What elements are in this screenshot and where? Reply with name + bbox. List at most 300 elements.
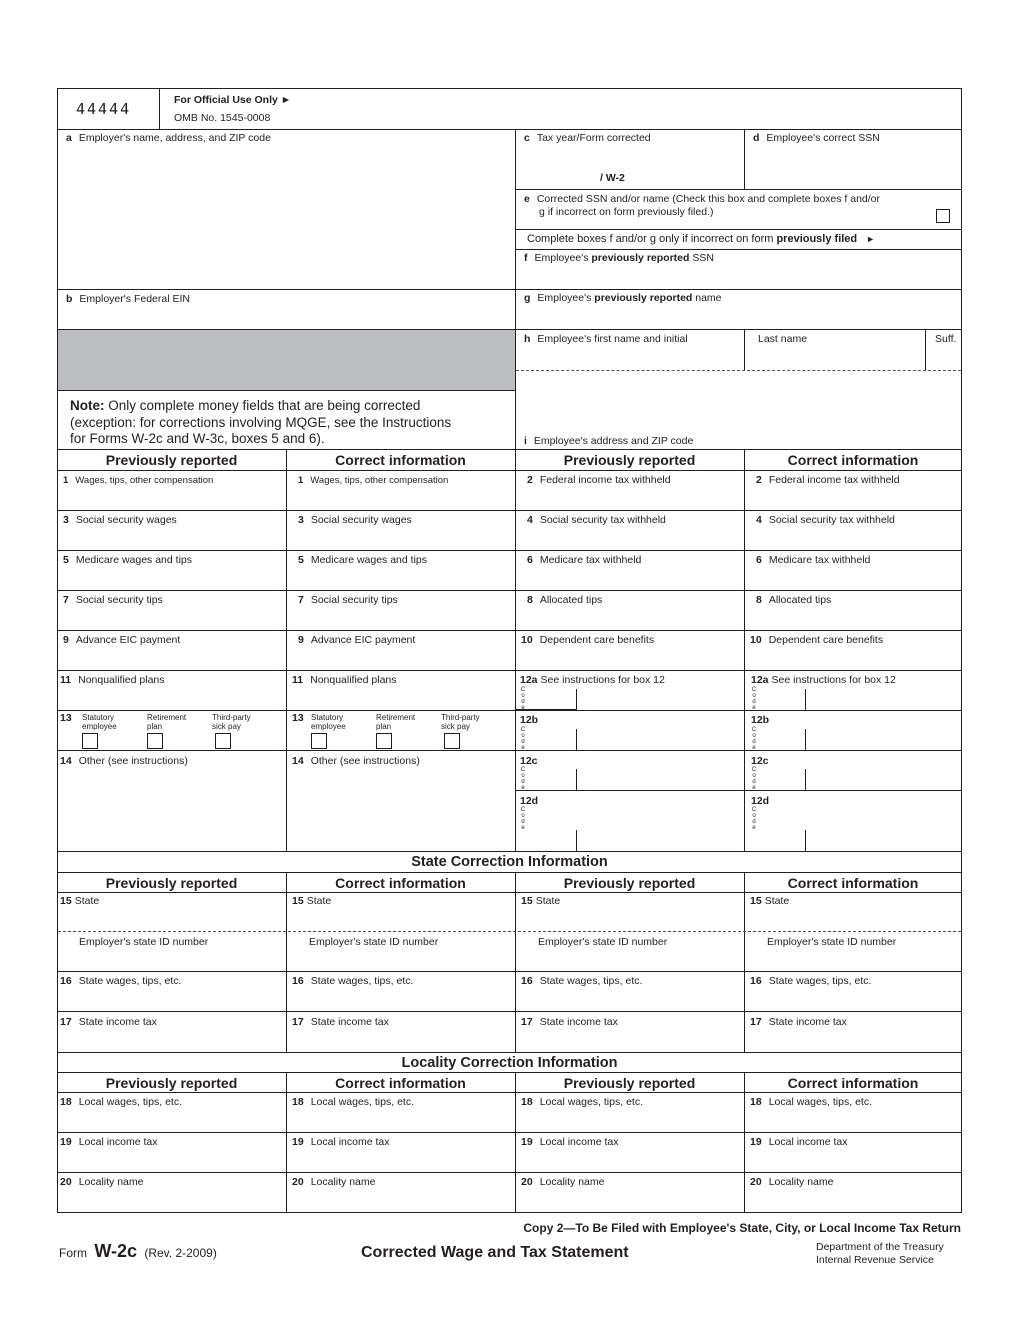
divider bbox=[57, 1172, 962, 1173]
divider bbox=[57, 1072, 962, 1073]
frame-left bbox=[57, 88, 58, 1213]
divider bbox=[57, 670, 962, 671]
code-label bbox=[751, 767, 757, 791]
retirement-text: Retirement bbox=[376, 713, 416, 722]
divider bbox=[57, 630, 962, 631]
box-9-corr bbox=[298, 634, 415, 647]
state-section-title: State Correction Information bbox=[411, 854, 608, 870]
box-label: Nonqualified plans bbox=[310, 674, 397, 686]
box-f-text-end: SSN bbox=[689, 252, 714, 264]
box-number: 5 bbox=[298, 554, 304, 566]
col-header-prev: Previously reported bbox=[105, 875, 238, 891]
box-c-form-slash: / W-2 bbox=[600, 172, 625, 184]
box-label: See instructions for box 12 bbox=[771, 674, 896, 686]
divider bbox=[744, 872, 745, 1053]
box-5-corr bbox=[298, 554, 427, 567]
code-label bbox=[751, 687, 757, 711]
divider bbox=[515, 289, 962, 290]
box-13-thirdparty-label bbox=[212, 713, 251, 731]
box-a-text: Employer's name, address, and ZIP code bbox=[78, 132, 271, 144]
divider bbox=[57, 329, 516, 330]
box-number: 20 bbox=[521, 1176, 533, 1188]
dashed-divider bbox=[58, 931, 961, 932]
statutory-text: Statutory bbox=[311, 713, 344, 722]
col-header-corr: Correct information bbox=[335, 875, 466, 891]
retirement-text: plan bbox=[147, 722, 163, 731]
box-number: 11 bbox=[292, 674, 304, 686]
box-5-prev bbox=[63, 554, 192, 567]
dashed-divider bbox=[516, 370, 961, 371]
statutory-employee-checkbox[interactable] bbox=[82, 733, 98, 749]
complete-fg-text: Complete boxes f and/or g only if incorrect on form bbox=[527, 233, 777, 245]
box-18-local-wages bbox=[750, 1096, 872, 1109]
divider bbox=[57, 750, 962, 751]
code-label bbox=[751, 727, 757, 751]
box-10-corr bbox=[750, 634, 883, 647]
box-12a-prev bbox=[520, 674, 665, 687]
box-16-state-wages bbox=[292, 975, 413, 988]
thirdparty-text: Third-party bbox=[441, 713, 480, 722]
box-label: Social security wages bbox=[75, 514, 177, 526]
box-17-state-tax bbox=[750, 1016, 847, 1029]
divider bbox=[57, 710, 962, 711]
box-15-state bbox=[521, 895, 560, 908]
box-18-local-wages bbox=[521, 1096, 643, 1109]
shaded-area bbox=[58, 330, 516, 390]
box-d-label: d Employee's correct SSN bbox=[753, 132, 880, 144]
box-12d-prev: 12d bbox=[520, 795, 539, 807]
box-12b-prev: 12b bbox=[520, 714, 539, 726]
box-label: Dependent care benefits bbox=[539, 634, 655, 646]
box-label: Medicare tax withheld bbox=[539, 554, 642, 566]
box-label: Other (see instructions) bbox=[310, 755, 420, 767]
box-label: State bbox=[764, 895, 790, 907]
box-13-statutory-label bbox=[82, 713, 117, 731]
box-h-text: Employee's first name and initial bbox=[537, 333, 688, 345]
form-title: Corrected Wage and Tax Statement bbox=[361, 1244, 629, 1261]
box-b-text: Employer's Federal EIN bbox=[79, 293, 190, 305]
box-number: 17 bbox=[750, 1016, 762, 1028]
divider bbox=[576, 769, 577, 790]
divider bbox=[805, 729, 806, 750]
box-number: 20 bbox=[60, 1176, 72, 1188]
divider bbox=[515, 249, 962, 250]
box-number: 1 bbox=[63, 475, 69, 486]
code-letter: o bbox=[521, 733, 525, 739]
code-letter: e bbox=[521, 705, 525, 711]
divider bbox=[57, 971, 962, 972]
statutory-text: employee bbox=[311, 722, 346, 731]
divider bbox=[925, 329, 926, 370]
box-7-corr bbox=[298, 594, 398, 607]
box-a-label: a Employer's name, address, and ZIP code bbox=[66, 132, 271, 144]
box-number: 20 bbox=[292, 1176, 304, 1188]
note-line: for Forms W-2c and W-3c, boxes 5 and 6). bbox=[70, 431, 325, 446]
code-label bbox=[751, 807, 757, 831]
box-17-state-tax bbox=[521, 1016, 618, 1029]
box-number: 5 bbox=[63, 554, 69, 566]
divider bbox=[515, 872, 516, 1053]
box-label: Local income tax bbox=[78, 1136, 158, 1148]
divider bbox=[57, 449, 962, 450]
box-label: Local income tax bbox=[310, 1136, 390, 1148]
frame-bottom bbox=[57, 1212, 962, 1213]
form-revision: (Rev. 2-2009) bbox=[144, 1246, 217, 1260]
box-number: 18 bbox=[521, 1096, 533, 1108]
box-20-locality-name bbox=[521, 1176, 604, 1189]
box-12c-corr: 12c bbox=[751, 755, 769, 767]
box-20-locality-name bbox=[292, 1176, 375, 1189]
box-label: Social security tips bbox=[310, 594, 398, 606]
code-letter: d bbox=[752, 699, 756, 705]
box-6-prev bbox=[527, 554, 641, 567]
box-label: Wages, tips, other compensation bbox=[75, 475, 214, 486]
code-letter: o bbox=[752, 733, 756, 739]
box-i-label: i Employee's address and ZIP code bbox=[524, 435, 694, 447]
box-12d-corr: 12d bbox=[751, 795, 770, 807]
box-number: 16 bbox=[750, 975, 762, 987]
box-number: 15 bbox=[60, 895, 72, 907]
state-id-label: Employer's state ID number bbox=[309, 936, 439, 948]
divider bbox=[576, 729, 577, 750]
box-e-label: e Corrected SSN and/or name (Check this box and complete boxes f and/or bbox=[524, 193, 881, 205]
box-label: Allocated tips bbox=[539, 594, 603, 606]
divider bbox=[57, 1132, 962, 1133]
box-label: State income tax bbox=[768, 1016, 847, 1028]
box-e-text: Corrected SSN and/or name (Check this box and complete boxes f and/or bbox=[536, 193, 881, 205]
box-label: Dependent care benefits bbox=[768, 634, 884, 646]
box-number: 12a bbox=[520, 674, 538, 686]
box-1-prev bbox=[63, 474, 213, 487]
last-name-label: Last name bbox=[758, 333, 808, 345]
state-id-label: Employer's state ID number bbox=[767, 936, 897, 948]
box-label: Medicare tax withheld bbox=[768, 554, 871, 566]
divider bbox=[57, 1011, 962, 1012]
divider bbox=[57, 590, 962, 591]
retirement-plan-checkbox[interactable] bbox=[147, 733, 163, 749]
box-label: Social security tax withheld bbox=[539, 514, 666, 526]
box-number: 12a bbox=[751, 674, 769, 686]
statutory-text: Statutory bbox=[82, 713, 115, 722]
code-letter: C bbox=[751, 687, 757, 693]
box-c-text: Tax year/Form corrected bbox=[536, 132, 651, 144]
box-number: 18 bbox=[292, 1096, 304, 1108]
third-party-sick-pay-checkbox[interactable] bbox=[215, 733, 231, 749]
box-f-text: Employee's bbox=[534, 252, 592, 264]
omb-number: OMB No. 1545-0008 bbox=[174, 112, 271, 124]
box-19-local-tax bbox=[60, 1136, 157, 1149]
box-number: 18 bbox=[60, 1096, 72, 1108]
box-label: State bbox=[74, 895, 100, 907]
box-number: 19 bbox=[292, 1136, 304, 1148]
code-letter: o bbox=[752, 813, 756, 819]
frame-top bbox=[57, 88, 962, 89]
retirement-text: plan bbox=[376, 722, 392, 731]
locality-section-title: Locality Correction Information bbox=[401, 1055, 618, 1071]
form-name: W-2c bbox=[94, 1241, 137, 1261]
code-letter: e bbox=[752, 825, 756, 831]
official-use-label: For Official Use Only ► bbox=[174, 94, 292, 106]
divider bbox=[286, 1072, 287, 1213]
col-header-corr: Correct information bbox=[335, 452, 466, 468]
box-7-prev bbox=[63, 594, 163, 607]
box-label: State income tax bbox=[310, 1016, 389, 1028]
box-label: State wages, tips, etc. bbox=[539, 975, 643, 987]
statutory-employee-checkbox[interactable] bbox=[311, 733, 327, 749]
col-header-corr: Correct information bbox=[787, 1075, 919, 1091]
box-d-text: Employee's correct SSN bbox=[766, 132, 880, 144]
box-13-number: 13 bbox=[292, 712, 304, 724]
box-label: Local wages, tips, etc. bbox=[78, 1096, 182, 1108]
code-letter: e bbox=[752, 705, 756, 711]
divider bbox=[744, 329, 745, 370]
corrected-ssn-name-checkbox[interactable] bbox=[936, 209, 950, 223]
box-11-prev bbox=[60, 674, 165, 687]
box-number: 18 bbox=[750, 1096, 762, 1108]
box-9-prev bbox=[63, 634, 180, 647]
box-number: 15 bbox=[292, 895, 304, 907]
divider bbox=[805, 769, 806, 790]
code-letter: d bbox=[752, 739, 756, 745]
box-17-state-tax bbox=[60, 1016, 157, 1029]
box-label: Local wages, tips, etc. bbox=[539, 1096, 643, 1108]
code-letter: e bbox=[521, 825, 525, 831]
box-number: 15 bbox=[750, 895, 762, 907]
box-2-prev bbox=[527, 474, 671, 487]
box-label: Locality name bbox=[78, 1176, 144, 1188]
box-number: 7 bbox=[63, 594, 69, 606]
box-19-local-tax bbox=[292, 1136, 389, 1149]
box-8-corr bbox=[756, 594, 831, 607]
box-15-state bbox=[750, 895, 789, 908]
box-label: State bbox=[535, 895, 561, 907]
box-label: Federal income tax withheld bbox=[539, 474, 671, 486]
divider bbox=[805, 830, 806, 851]
box-label: Social security tax withheld bbox=[768, 514, 895, 526]
box-13-retirement-label bbox=[147, 713, 186, 731]
code-letter: o bbox=[752, 773, 756, 779]
box-label: State income tax bbox=[78, 1016, 157, 1028]
complete-fg-bold: previously filed bbox=[776, 233, 858, 245]
code-letter: e bbox=[521, 745, 525, 751]
col-header-corr: Correct information bbox=[787, 875, 919, 891]
suffix-label: Suff. bbox=[935, 333, 957, 345]
divider bbox=[57, 289, 516, 290]
box-label: Local income tax bbox=[768, 1136, 848, 1148]
thirdparty-text: Third-party bbox=[212, 713, 251, 722]
thirdparty-text: sick pay bbox=[212, 722, 241, 731]
box-16-state-wages bbox=[750, 975, 871, 988]
divider bbox=[159, 88, 160, 130]
box-c-label: c Tax year/Form corrected bbox=[524, 132, 651, 144]
box-number: 3 bbox=[298, 514, 304, 526]
box-label: State income tax bbox=[539, 1016, 618, 1028]
box-16-state-wages bbox=[60, 975, 181, 988]
box-3-prev bbox=[63, 514, 177, 527]
box-number: 11 bbox=[60, 674, 72, 686]
box-g-text-end: name bbox=[692, 292, 722, 304]
box-number: 1 bbox=[298, 475, 304, 486]
code-letter: d bbox=[521, 779, 525, 785]
box-number: 6 bbox=[756, 554, 762, 566]
box-label: Locality name bbox=[768, 1176, 834, 1188]
third-party-sick-pay-checkbox[interactable] bbox=[444, 733, 460, 749]
divider bbox=[286, 872, 287, 1053]
box-number: 4 bbox=[527, 514, 533, 526]
divider bbox=[57, 1052, 962, 1053]
box-g-text: Employee's bbox=[537, 292, 595, 304]
box-15-state bbox=[60, 895, 99, 908]
col-header-prev: Previously reported bbox=[563, 1075, 696, 1091]
code-label bbox=[520, 687, 526, 711]
box-number: 10 bbox=[521, 634, 533, 646]
box-g-label: g Employee's previously reported name bbox=[524, 292, 722, 304]
code-letter: C bbox=[751, 767, 757, 773]
code-letter: e bbox=[752, 745, 756, 751]
box-label: Social security wages bbox=[310, 514, 412, 526]
box-label: See instructions for box 12 bbox=[540, 674, 665, 686]
box-number: 2 bbox=[756, 474, 762, 486]
box-number: 3 bbox=[63, 514, 69, 526]
box-1-corr bbox=[298, 474, 448, 487]
box-label: Local income tax bbox=[539, 1136, 619, 1148]
box-label: Allocated tips bbox=[768, 594, 832, 606]
box-number: 17 bbox=[292, 1016, 304, 1028]
divider bbox=[57, 129, 962, 130]
box-number: 8 bbox=[756, 594, 762, 606]
box-number: 9 bbox=[298, 634, 304, 646]
box-6-corr bbox=[756, 554, 870, 567]
box-13-retirement-label bbox=[376, 713, 415, 731]
box-h-label: h Employee's first name and initial bbox=[524, 333, 688, 345]
divider bbox=[515, 189, 962, 190]
code-letter: C bbox=[751, 807, 757, 813]
note-bold: Note: bbox=[70, 398, 105, 413]
note-line: (exception: for corrections involving MQGE, see the Instructions bbox=[70, 414, 452, 430]
col-header-prev: Previously reported bbox=[105, 452, 238, 468]
code-letter: C bbox=[520, 807, 526, 813]
box-15-state bbox=[292, 895, 331, 908]
divider bbox=[744, 129, 745, 190]
box-label: Social security tips bbox=[75, 594, 163, 606]
divider bbox=[515, 790, 962, 791]
divider bbox=[744, 1072, 745, 1213]
divider bbox=[57, 390, 516, 391]
retirement-plan-checkbox[interactable] bbox=[376, 733, 392, 749]
box-number: 19 bbox=[60, 1136, 72, 1148]
box-label: Advance EIC payment bbox=[310, 634, 416, 646]
box-12c-prev: 12c bbox=[520, 755, 538, 767]
box-17-state-tax bbox=[292, 1016, 389, 1029]
box-number: 17 bbox=[60, 1016, 72, 1028]
box-label: Other (see instructions) bbox=[78, 755, 188, 767]
box-label: Locality name bbox=[310, 1176, 376, 1188]
box-number: 10 bbox=[750, 634, 762, 646]
note-line: Only complete money fields that are being corrected bbox=[104, 398, 421, 413]
box-16-state-wages bbox=[521, 975, 642, 988]
box-4-corr bbox=[756, 514, 895, 527]
department-line: Internal Revenue Service bbox=[816, 1254, 934, 1266]
box-label: Advance EIC payment bbox=[75, 634, 181, 646]
box-11-corr bbox=[292, 674, 397, 687]
box-number: 9 bbox=[63, 634, 69, 646]
code-letter: d bbox=[521, 739, 525, 745]
department-name bbox=[816, 1241, 944, 1267]
arrow-icon: ► bbox=[866, 234, 876, 244]
divider bbox=[515, 329, 962, 330]
form-control-number: 44444 bbox=[76, 100, 132, 118]
code-letter: C bbox=[520, 727, 526, 733]
box-number: 14 bbox=[292, 755, 304, 767]
divider bbox=[57, 470, 962, 471]
box-13-statutory-label bbox=[311, 713, 346, 731]
box-e-text-2: g if incorrect on form previously filed.) bbox=[539, 206, 714, 218]
form-identifier bbox=[59, 1240, 217, 1264]
divider bbox=[57, 1092, 962, 1093]
code-label bbox=[520, 727, 526, 751]
col-header-corr: Correct information bbox=[335, 1075, 466, 1091]
box-label: Medicare wages and tips bbox=[75, 554, 192, 566]
code-letter: C bbox=[520, 687, 526, 693]
divider bbox=[576, 689, 577, 710]
box-13-thirdparty-label bbox=[441, 713, 480, 731]
box-14-corr bbox=[292, 755, 420, 768]
box-label: State wages, tips, etc. bbox=[310, 975, 414, 987]
box-f-label: f Employee's previously reported SSN bbox=[524, 252, 714, 264]
box-12b-corr: 12b bbox=[751, 714, 770, 726]
box-number: 19 bbox=[521, 1136, 533, 1148]
box-19-local-tax bbox=[750, 1136, 847, 1149]
code-letter: o bbox=[521, 813, 525, 819]
code-letter: o bbox=[521, 693, 525, 699]
box-i-text: Employee's address and ZIP code bbox=[533, 435, 694, 447]
box-label: State wages, tips, etc. bbox=[768, 975, 872, 987]
code-letter: C bbox=[520, 767, 526, 773]
box-label: Medicare wages and tips bbox=[310, 554, 427, 566]
box-label: Federal income tax withheld bbox=[768, 474, 900, 486]
money-fields-note bbox=[70, 398, 451, 448]
code-letter: d bbox=[752, 819, 756, 825]
code-label bbox=[520, 767, 526, 791]
col-header-corr: Correct information bbox=[787, 452, 919, 468]
divider bbox=[57, 872, 962, 873]
box-number: 7 bbox=[298, 594, 304, 606]
box-number: 17 bbox=[521, 1016, 533, 1028]
divider bbox=[576, 830, 577, 851]
box-label: Nonqualified plans bbox=[78, 674, 165, 686]
divider bbox=[57, 550, 962, 551]
code-label bbox=[520, 807, 526, 831]
divider bbox=[57, 892, 962, 893]
box-number: 19 bbox=[750, 1136, 762, 1148]
frame-right bbox=[961, 88, 962, 1213]
box-number: 2 bbox=[527, 474, 533, 486]
box-label: State bbox=[306, 895, 332, 907]
col-header-prev: Previously reported bbox=[105, 1075, 238, 1091]
box-19-local-tax bbox=[521, 1136, 618, 1149]
box-18-local-wages bbox=[60, 1096, 182, 1109]
copy-line: Copy 2—To Be Filed with Employee's State, City, or Local Income Tax Return bbox=[523, 1221, 961, 1235]
divider bbox=[57, 510, 962, 511]
code-letter: e bbox=[752, 785, 756, 791]
box-number: 14 bbox=[60, 755, 72, 767]
box-number: 4 bbox=[756, 514, 762, 526]
box-number: 6 bbox=[527, 554, 533, 566]
code-letter: e bbox=[521, 785, 525, 791]
divider bbox=[515, 229, 962, 230]
box-2-corr bbox=[756, 474, 900, 487]
col-header-prev: Previously reported bbox=[563, 452, 696, 468]
